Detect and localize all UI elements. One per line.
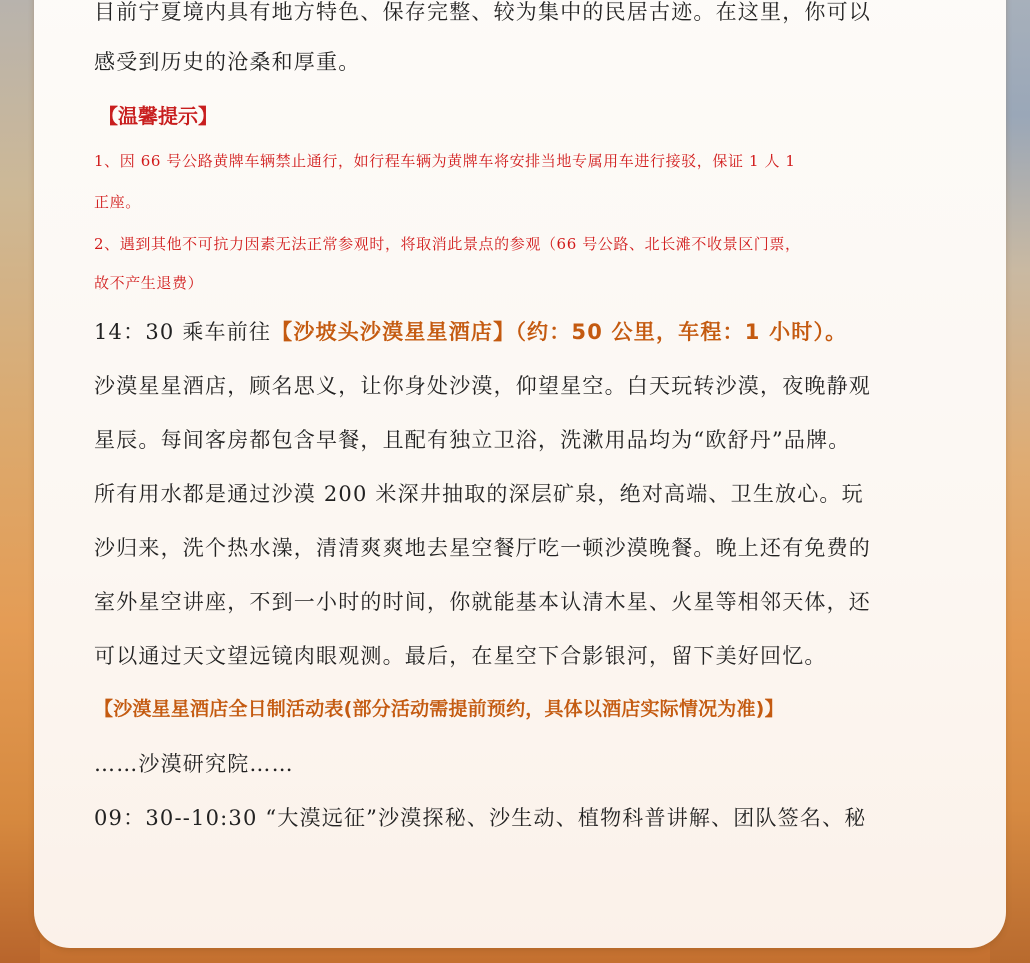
tip-1-line-2: 正座。 — [94, 193, 141, 211]
tip-2-line-2: 故不产生退费） — [94, 274, 204, 292]
hotel-desc-line-6: 可以通过天文望远镜肉眼观测。最后，在星空下合影银河，留下美好回忆。 — [94, 644, 827, 668]
hotel-desc-line-2: 星辰。每间客房都包含早餐，且配有独立卫浴，洗漱用品均为“欧舒丹”品牌。 — [94, 428, 851, 452]
hotel-desc-line-4: 沙归来，洗个热水澡，清清爽爽地去星空餐厅吃一顿沙漠晚餐。晚上还有免费的 — [94, 536, 871, 560]
intro-line-1: 目前宁夏境内具有地方特色、保存完整、较为集中的民居古迹。在这里，你可以 — [94, 0, 871, 24]
schedule-item-1: 09：30--10:30 “大漠远征”沙漠探秘、沙生动、植物科普讲解、团队签名、秘 — [94, 806, 867, 830]
tip-2-line-1: 2、遇到其他不可抗力因素无法正常参观时，将取消此景点的参观（66 号公路、北长滩不收景区门票， — [94, 235, 801, 253]
tips-heading: 【温馨提示】 — [98, 104, 218, 128]
transfer-time: 14：30 乘车前往 — [94, 320, 272, 344]
hotel-desc-line-5: 室外星空讲座，不到一小时的时间，你就能基本认清木星、火星等相邻天体，还 — [94, 590, 871, 614]
intro-line-2: 感受到历史的沧桑和厚重。 — [94, 50, 361, 74]
tip-1-line-1: 1、因 66 号公路黄牌车辆禁止通行，如行程车辆为黄牌车将安排当地专属用车进行接驳，保证 1 人 1 — [94, 152, 796, 170]
hotel-desc-line-1: 沙漠星星酒店，顾名思义，让你身处沙漠，仰望星空。白天玩转沙漠，夜晚静观 — [94, 374, 871, 398]
schedule-heading: 【沙漠星星酒店全日制活动表(部分活动需提前预约，具体以酒店实际情况为准)】 — [94, 698, 784, 720]
schedule-section-title: ……沙漠研究院…… — [94, 752, 294, 776]
transfer-line — [94, 316, 847, 346]
transfer-destination: 【沙坡头沙漠星星酒店】（约：50 公里，车程：1 小时）。 — [271, 320, 848, 344]
hotel-desc-line-3: 所有用水都是通过沙漠 200 米深井抽取的深层矿泉，绝对高端、卫生放心。玩 — [94, 482, 864, 506]
